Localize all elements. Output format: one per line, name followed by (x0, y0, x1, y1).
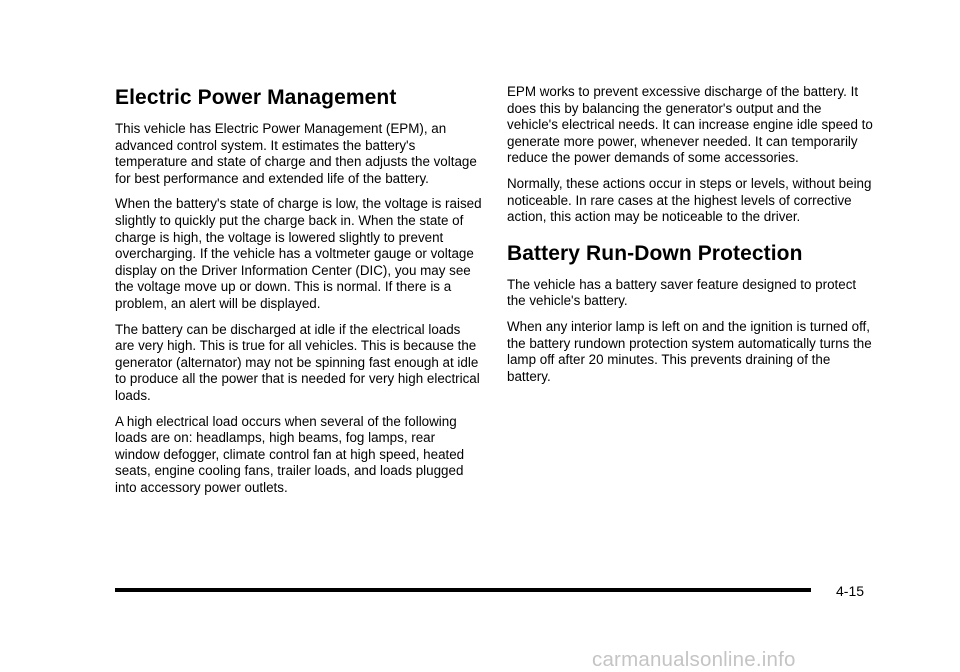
watermark-text: carmanualsonline.info (592, 648, 796, 671)
section-heading-battery-run-down-protection: Battery Run-Down Protection (507, 241, 803, 265)
paragraph-rundown-protection: When any interior lamp is left on and the ignition is turned off, the battery rundown protection system automatically turns the lamp off after 20 minutes. This prevents draining of the battery. (507, 318, 872, 384)
section-heading-electric-power-management: Electric Power Management (115, 86, 397, 109)
paragraph-state-of-charge: When the battery's state of charge is low, the voltage is raised slightly to quickly put the charge back in. When the state of charge is high, the voltage is lowered slightly to prevent overcharging. If the vehicle has a voltmeter gauge or voltage display on the Driver Information Center (DIC), you may see the voltage move up or down. This is normal. If there is a problem, an alert will be displayed. (115, 196, 482, 311)
right-column (507, 84, 875, 394)
paragraph-battery-saver: The vehicle has a battery saver feature designed to protect the vehicle's battery. (507, 276, 857, 309)
left-column (115, 84, 483, 505)
paragraph-high-electrical-load: A high electrical load occurs when several of the following loads are on: headlamps, high beams, fog lamps, rear window defogger, climate control fan at high speed, heated seats, engine cooling fans, trailer loads, and loads plugged into accessory power outlets. (115, 413, 465, 495)
paragraph-discharge-at-idle: The battery can be discharged at idle if the electrical loads are very high. This is true for all vehicles. This is because the generator (alternator) may not be spinning fast enough at idle to produce all the power that is needed for very high electrical loads. (115, 321, 480, 403)
paragraph-epm-intro: This vehicle has Electric Power Management (EPM), an advanced control system. It estimates the battery's temperature and state of charge and then adjusts the voltage for best performance and extended life of the battery. (115, 121, 477, 186)
paragraph-epm-prevents-discharge: EPM works to prevent excessive discharge of the battery. It does this by balancing the generator's output and the vehicle's electrical needs. It can increase engine idle speed to generate more power, whenever needed. It can temporarily reduce the power demands of some accessories. (507, 84, 873, 166)
page-number: 4-15 (836, 583, 865, 599)
paragraph-actions-in-steps: Normally, these actions occur in steps or levels, without being noticeable. In rare cases at the highest levels of corrective action, this action may be noticeable to the driver. (507, 175, 872, 225)
footer-divider (115, 588, 811, 592)
